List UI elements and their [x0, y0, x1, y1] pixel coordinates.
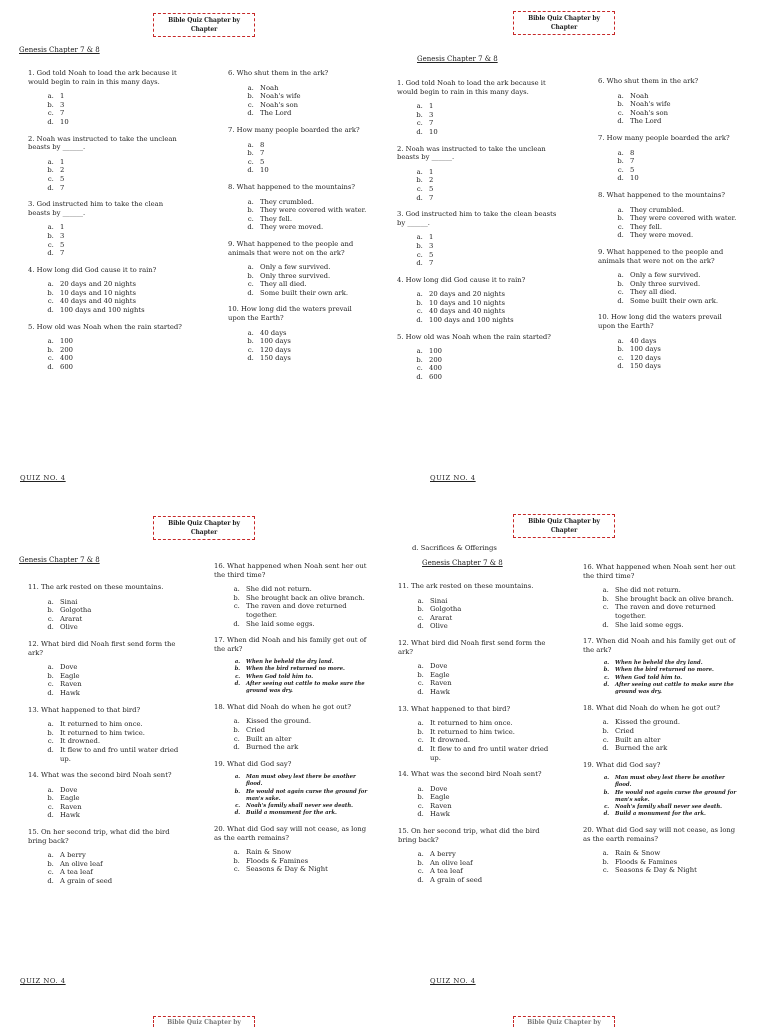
question-text: 12. What bird did Noah first send form the ark?	[28, 639, 176, 657]
answer-options	[598, 149, 738, 183]
answer-options	[28, 786, 186, 820]
answer-option: d. 7	[56, 249, 186, 258]
header-title: Bible Quiz Chapter by	[528, 15, 600, 22]
answer-option: d. Olive	[56, 623, 186, 632]
answer-option: c. 5	[56, 175, 186, 184]
answer-option: c. Raven	[56, 803, 186, 812]
question-column	[398, 582, 558, 893]
question-text: 9. What happened to the people and animals that were not on the ark?	[228, 239, 354, 257]
question-text: 7. How many people boarded the ark?	[228, 125, 360, 134]
question-column	[598, 77, 738, 379]
question-text: 5. How old was Noah when the rain started?	[397, 332, 551, 341]
answer-option: b. Noah's wife	[256, 92, 368, 101]
answer-option: b. 3	[425, 111, 557, 120]
answer-option: d. Hawk	[56, 689, 186, 698]
question-text: 3. God instructed him to take the clean beasts by ______.	[397, 210, 557, 227]
question-text: 17. When did Noah and his family get out of the ark?	[214, 636, 367, 653]
answer-option: a. Rain & Snow	[611, 849, 741, 858]
chapter-label: Genesis Chapter 7 & 8	[417, 55, 498, 63]
answer-options	[583, 718, 741, 752]
answer-option: d. A grain of seed	[56, 877, 186, 886]
answer-options	[397, 290, 557, 324]
quiz-header-box	[153, 13, 255, 37]
answer-options	[583, 775, 741, 818]
answer-option: d. Build a monument for the ark.	[611, 811, 741, 818]
question-text: 6. Who shut them in the ark?	[228, 69, 329, 77]
answer-option: c. Ararat	[426, 614, 558, 623]
question-text: 1. God told Noah to load the ark because it would begin to rain in this many days.	[28, 69, 177, 86]
answer-option: d. The Lord	[626, 117, 738, 126]
question-text: 6. Who shut them in the ark?	[598, 77, 699, 85]
question-text: 18. What did Noah do when he got out?	[583, 703, 721, 712]
answer-option: c. 5	[626, 166, 738, 175]
answer-option: c. Built an alter	[611, 736, 741, 745]
answer-option: c. 120 days	[256, 346, 368, 355]
question-text: 12. What bird did Noah first send form the ark?	[398, 638, 546, 656]
answer-option: b. Golgotha	[56, 606, 186, 615]
answer-option: d. Burned the ark	[242, 743, 372, 752]
answer-option: a. Kissed the ground.	[611, 718, 741, 727]
question-text: 19. What did God say?	[583, 760, 661, 769]
question-column	[228, 69, 368, 371]
answer-option: d. After seeing out cattle to make sure the ground was dry.	[242, 681, 372, 695]
answer-option: c. Noah's family shall never see death.	[611, 804, 741, 811]
answer-option: b. When the bird returned no more.	[611, 667, 741, 674]
answer-option: d. 7	[56, 184, 186, 193]
answer-option: b. 3	[56, 232, 186, 241]
answer-option: b. 3	[425, 242, 557, 251]
answer-options	[228, 263, 368, 297]
quiz-header-box-cut	[513, 1016, 615, 1027]
answer-option: a. It returned to him once.	[426, 719, 558, 728]
answer-option: b. Cried	[611, 727, 741, 736]
answer-options	[398, 850, 558, 884]
question-text: 13. What happened to that bird?	[398, 704, 511, 713]
answer-options	[398, 662, 558, 696]
answer-option: a. 1	[56, 92, 186, 101]
answer-option: c. 400	[56, 354, 186, 363]
quiz-header-box-cut	[153, 1016, 255, 1027]
answer-option: c. 5	[425, 185, 557, 194]
question-column	[28, 69, 186, 380]
answer-option: c. When God told him to.	[611, 675, 741, 682]
answer-option: b. Floods & Famines	[611, 858, 741, 867]
question-column	[214, 562, 372, 882]
question-text: 10. How long did the waters prevail upon the Earth?	[598, 313, 722, 331]
answer-option: b. It returned to him twice.	[56, 729, 186, 738]
answer-option: a. Noah	[256, 84, 368, 93]
question-text: 11. The ark rested on these mountains.	[28, 583, 164, 591]
question-text: 16. What happened when Noah sent her out the third time?	[214, 562, 367, 579]
answer-option: d. Hawk	[426, 688, 558, 697]
answer-option: d. Hawk	[56, 811, 186, 820]
answer-option: b. 10 days and 10 nights	[425, 299, 557, 308]
answer-options	[28, 598, 186, 632]
answer-options	[214, 848, 372, 874]
answer-option: b. An olive leaf	[426, 859, 558, 868]
answer-options	[28, 663, 186, 697]
question-text: 14. What was the second bird Noah sent?	[28, 771, 172, 780]
answer-option: a. Noah	[626, 92, 738, 101]
answer-option: a. 1	[425, 233, 557, 242]
question-text: 8. What happened to the mountains?	[228, 182, 356, 191]
answer-option: c. Raven	[56, 680, 186, 689]
orphan-option: d. Sacrifices & Offerings	[412, 544, 497, 552]
answer-options	[598, 206, 738, 240]
chapter-label: Genesis Chapter 7 & 8	[422, 559, 503, 567]
answer-option: a. 100	[56, 337, 186, 346]
answer-option: d. Some built their own ark.	[626, 297, 738, 306]
answer-option: b. 200	[425, 356, 557, 365]
answer-options	[228, 141, 368, 175]
answer-option: a. She did not return.	[242, 585, 372, 594]
answer-option: d. Hawk	[426, 810, 558, 819]
answer-option: a. She did not return.	[611, 586, 741, 595]
answer-option: a. Dove	[56, 786, 186, 795]
answer-option: a. 20 days and 20 nights	[56, 280, 186, 289]
question-text: 2. Noah was instructed to take the unclean beasts by ______.	[28, 134, 177, 152]
answer-option: c. Raven	[426, 679, 558, 688]
question-text: 9. What happened to the people and animals that were not on the ark?	[598, 247, 724, 265]
answer-option: a. A berry	[56, 851, 186, 860]
header-subtitle: Chapter	[550, 527, 578, 534]
answer-option: b. 200	[56, 346, 186, 355]
answer-option: c. A tea leaf	[56, 868, 186, 877]
answer-option: b. 2	[56, 166, 186, 175]
answer-option: b. She brought back an olive branch.	[611, 595, 741, 604]
answer-option: c. Seasons & Day & Night	[611, 866, 741, 875]
answer-options	[28, 720, 186, 763]
answer-option: c. It drowned.	[56, 737, 186, 746]
answer-option: b. 7	[256, 149, 368, 158]
header-subtitle: Chapter	[550, 24, 578, 31]
question-text: 4. How long did God cause it to rain?	[397, 275, 526, 284]
answer-options	[598, 92, 738, 126]
answer-option: b. 7	[626, 157, 738, 166]
answer-option: c. Noah's son	[256, 101, 368, 110]
quiz-number: QUIZ NO. 4	[20, 977, 66, 985]
answer-option: d. Build a monument for the ark.	[242, 810, 372, 817]
answer-option: b. It returned to him twice.	[426, 728, 558, 737]
answer-options	[28, 92, 186, 126]
answer-option: a. 40 days	[256, 329, 368, 338]
answer-option: d. 10	[626, 174, 738, 183]
question-text: 4. How long did God cause it to rain?	[28, 265, 157, 274]
question-column	[583, 563, 741, 883]
answer-options	[397, 102, 557, 136]
question-text: 20. What did God say will not cease, as long as the earth remains?	[214, 824, 367, 842]
answer-option: d. 100 days and 100 nights	[425, 316, 557, 325]
answer-option: d. 10	[256, 166, 368, 175]
question-text: 15. On her second trip, what did the bird bring back?	[28, 828, 170, 845]
answer-option: a. Only a few survived.	[256, 263, 368, 272]
answer-option: b. An olive leaf	[56, 860, 186, 869]
answer-option: c. 5	[256, 158, 368, 167]
answer-option: a. Man must obey lest there be another flood.	[611, 775, 741, 789]
answer-options	[583, 660, 741, 695]
answer-option: d. 100 days and 100 nights	[56, 306, 186, 315]
question-text: 8. What happened to the mountains?	[598, 190, 726, 199]
answer-option: d. They were moved.	[626, 231, 738, 240]
answer-option: a. Rain & Snow	[242, 848, 372, 857]
answer-option: b. 10 days and 10 nights	[56, 289, 186, 298]
answer-option: c. Built an alter	[242, 735, 372, 744]
answer-option: c. They all died.	[256, 280, 368, 289]
answer-option: c. Seasons & Day & Night	[242, 865, 372, 874]
answer-option: a. 8	[256, 141, 368, 150]
quiz-number: QUIZ NO. 4	[430, 977, 476, 985]
header-title: Bible Quiz Chapter by	[528, 518, 600, 525]
answer-option: d. Burned the ark	[611, 744, 741, 753]
answer-option: b. Noah's wife	[626, 100, 738, 109]
answer-option: d. 10	[56, 118, 186, 127]
answer-option: d. 600	[425, 373, 557, 382]
question-text: 19. What did God say?	[214, 759, 292, 768]
answer-option: d. It flew to and fro until water dried up.	[426, 745, 558, 762]
answer-options	[583, 586, 741, 629]
question-text: 13. What happened to that bird?	[28, 705, 141, 714]
answer-option: d. It flew to and fro until water dried up.	[56, 746, 186, 763]
answer-option: a. 1	[56, 158, 186, 167]
question-text: 2. Noah was instructed to take the unclean beasts by ______.	[397, 144, 546, 162]
answer-option: d. A grain of seed	[426, 876, 558, 885]
answer-option: c. It drowned.	[426, 736, 558, 745]
answer-options	[397, 347, 557, 381]
answer-option: a. 100	[425, 347, 557, 356]
answer-option: b. Only three survived.	[256, 272, 368, 281]
answer-options	[214, 585, 372, 628]
question-text: 5. How old was Noah when the rain started?	[28, 322, 182, 331]
answer-options	[398, 597, 558, 631]
header-title-cut: Bible Quiz Chapter by	[167, 1019, 241, 1026]
answer-option: b. Eagle	[426, 671, 558, 680]
answer-option: b. 100 days	[256, 337, 368, 346]
answer-options	[228, 329, 368, 363]
answer-option: c. Raven	[426, 802, 558, 811]
answer-option: a. 40 days	[626, 337, 738, 346]
question-text: 20. What did God say will not cease, as long as the earth remains?	[583, 825, 736, 843]
answer-option: a. 1	[425, 168, 557, 177]
answer-option: a. A berry	[426, 850, 558, 859]
answer-option: c. 120 days	[626, 354, 738, 363]
answer-options	[214, 717, 372, 751]
answer-options	[397, 168, 557, 202]
answer-option: a. 1	[56, 223, 186, 232]
answer-option: b. 3	[56, 101, 186, 110]
answer-options	[598, 271, 738, 305]
answer-options	[228, 84, 368, 118]
answer-option: a. Sinai	[56, 598, 186, 607]
question-text: 17. When did Noah and his family get out of the ark?	[583, 637, 736, 654]
answer-option: d. 150 days	[626, 362, 738, 371]
question-text: 7. How many people boarded the ark?	[598, 133, 730, 142]
answer-option: d. 150 days	[256, 354, 368, 363]
quiz-number: QUIZ NO. 4	[430, 474, 476, 482]
answer-option: b. Golgotha	[426, 605, 558, 614]
answer-option: b. Cried	[242, 726, 372, 735]
answer-option: c. Noah's son	[626, 109, 738, 118]
answer-options	[28, 851, 186, 885]
answer-option: c. They fell.	[626, 223, 738, 232]
answer-option: a. They crumbled.	[626, 206, 738, 215]
answer-option: d. After seeing out cattle to make sure the ground was dry.	[611, 682, 741, 696]
header-subtitle: Chapter	[190, 529, 218, 536]
answer-option: b. Only three survived.	[626, 280, 738, 289]
answer-option: a. Dove	[56, 663, 186, 672]
answer-options	[228, 198, 368, 232]
answer-option: d. Olive	[426, 622, 558, 631]
answer-option: c. 7	[56, 109, 186, 118]
answer-option: c. A tea leaf	[426, 867, 558, 876]
question-text: 10. How long did the waters prevail upon the Earth?	[228, 305, 352, 323]
answer-option: b. He would not again curse the ground for man's sake.	[611, 790, 741, 804]
answer-option: b. Eagle	[426, 793, 558, 802]
answer-option: a. Man must obey lest there be another flood.	[242, 774, 372, 788]
answer-option: c. 40 days and 40 nights	[56, 297, 186, 306]
answer-options	[598, 337, 738, 371]
answer-options	[398, 785, 558, 819]
question-text: 1. God told Noah to load the ark because it would begin to rain in this many days.	[397, 79, 546, 96]
quiz-number: QUIZ NO. 4	[20, 474, 66, 482]
answer-option: c. 400	[425, 364, 557, 373]
answer-option: c. 7	[425, 119, 557, 128]
answer-option: d. 7	[425, 194, 557, 203]
question-text: 3. God instructed him to take the clean beasts by ______.	[28, 200, 164, 217]
answer-option: d. She laid some eggs.	[611, 621, 741, 630]
question-text: 11. The ark rested on these mountains.	[398, 582, 534, 590]
answer-option: b. She brought back an olive branch.	[242, 594, 372, 603]
answer-options	[583, 849, 741, 875]
answer-option: b. They were covered with water.	[626, 214, 738, 223]
header-title-cut: Bible Quiz Chapter by	[527, 1019, 601, 1026]
answer-options	[28, 280, 186, 314]
answer-option: a. When he beheld the dry land.	[611, 660, 741, 667]
answer-option: d. The Lord	[256, 109, 368, 118]
answer-options	[28, 337, 186, 371]
answer-option: c. 5	[56, 241, 186, 250]
question-text: 16. What happened when Noah sent her out the third time?	[583, 563, 736, 580]
answer-option: d. She laid some eggs.	[242, 620, 372, 629]
chapter-label: Genesis Chapter 7 & 8	[19, 556, 100, 564]
answer-option: a. It returned to him once.	[56, 720, 186, 729]
answer-option: a. Kissed the ground.	[242, 717, 372, 726]
answer-option: b. When the bird returned no more.	[242, 666, 372, 673]
question-column	[28, 583, 186, 894]
answer-option: d. 7	[425, 259, 557, 268]
answer-option: a. 20 days and 20 nights	[425, 290, 557, 299]
quiz-header-box	[153, 516, 255, 540]
answer-option: a. 1	[425, 102, 557, 111]
answer-option: d. 10	[425, 128, 557, 137]
answer-option: b. Eagle	[56, 672, 186, 681]
header-title: Bible Quiz Chapter by	[168, 520, 240, 527]
answer-option: a. Only a few survived.	[626, 271, 738, 280]
quiz-header-box	[513, 514, 615, 538]
answer-option: a. When he beheld the dry land.	[242, 659, 372, 666]
answer-option: b. Floods & Famines	[242, 857, 372, 866]
answer-options	[28, 158, 186, 192]
answer-options	[397, 233, 557, 267]
answer-option: c. 5	[425, 251, 557, 260]
question-text: 14. What was the second bird Noah sent?	[398, 770, 542, 779]
answer-option: a. They crumbled.	[256, 198, 368, 207]
answer-option: a. 8	[626, 149, 738, 158]
quiz-header-box	[513, 11, 615, 35]
answer-option: c. Noah's family shall never see death.	[242, 803, 372, 810]
answer-options	[214, 659, 372, 694]
answer-option: b. They were covered with water.	[256, 206, 368, 215]
answer-option: c. They fell.	[256, 215, 368, 224]
answer-option: b. He would not again curse the ground for man's sake.	[242, 789, 372, 803]
question-text: 15. On her second trip, what did the bird bring back?	[398, 827, 540, 844]
answer-option: b. 2	[425, 176, 557, 185]
answer-options	[28, 223, 186, 257]
chapter-label: Genesis Chapter 7 & 8	[19, 46, 100, 54]
answer-option: c. Ararat	[56, 615, 186, 624]
answer-option: d. They were moved.	[256, 223, 368, 232]
header-title: Bible Quiz Chapter by	[168, 17, 240, 24]
answer-option: b. 100 days	[626, 345, 738, 354]
answer-options	[214, 774, 372, 817]
answer-option: c. They all died.	[626, 288, 738, 297]
answer-option: a. Dove	[426, 662, 558, 671]
answer-option: c. 40 days and 40 nights	[425, 307, 557, 316]
answer-option: c. When God told him to.	[242, 674, 372, 681]
header-subtitle: Chapter	[190, 26, 218, 33]
answer-option: a. Dove	[426, 785, 558, 794]
answer-option: d. Some built their own ark.	[256, 289, 368, 298]
question-column	[397, 79, 557, 390]
answer-options	[398, 719, 558, 762]
answer-option: c. The raven and dove returned together.	[611, 603, 741, 620]
answer-option: c. The raven and dove returned together.	[242, 602, 372, 619]
answer-option: b. Eagle	[56, 794, 186, 803]
question-text: 18. What did Noah do when he got out?	[214, 702, 352, 711]
answer-option: a. Sinai	[426, 597, 558, 606]
answer-option: d. 600	[56, 363, 186, 372]
